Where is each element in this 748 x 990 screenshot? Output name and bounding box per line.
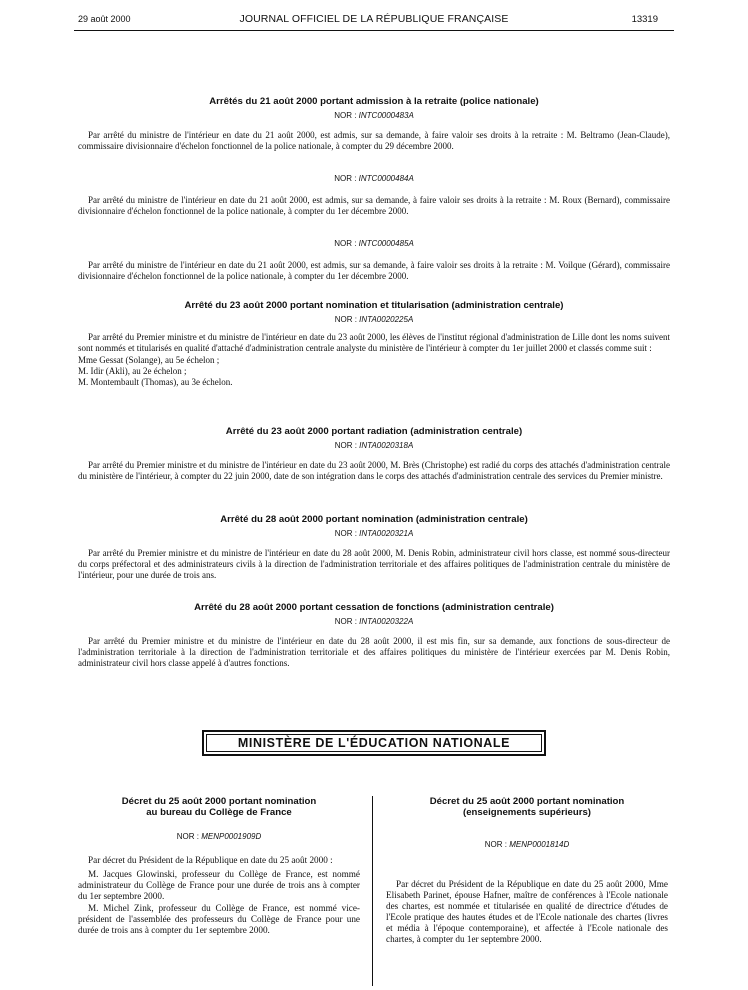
section-retraite (78, 96, 670, 282)
decree-heading: au bureau du Collège de France (146, 807, 292, 818)
nor-reference: NOR : INTC0000484A (334, 174, 414, 183)
section-heading: Arrêté du 28 août 2000 portant cessation de fonctions (administration centrale) (194, 602, 554, 613)
decree-paragraph: Par arrêté du Premier ministre et du ministre de l'intérieur en date du 28 août 2000, M. Denis Robin, administrateur civil hors classe, est nommé sous-directeur du corps préfectoral et des administrateurs civils à la direction de l'administration territoriale et des affaires politiques de l'administration centrale du ministère de l'intérieur, pour une durée de trois ans. (78, 548, 670, 580)
decree-heading: Décret du 25 août 2000 portant nomination (429, 796, 625, 807)
list-item: M. Montembault (Thomas), au 3e échelon. (78, 377, 233, 387)
header-date: 29 août 2000 (78, 14, 131, 24)
column-divider (372, 796, 373, 986)
ministry-banner (202, 730, 546, 756)
section-heading: Arrêté du 28 août 2000 portant nomination (administration centrale) (220, 514, 528, 525)
page-header (0, 0, 748, 30)
section-titularisation (78, 300, 670, 388)
decree-paragraph: Par arrêté du Premier ministre et du ministre de l'intérieur en date du 23 août 2000, les élèves de l'institut régional d'administration de Lille dont les noms suivent sont nommés et titularisés en qualité d'attaché d'administration centrale analyste du ministère de l'intérieur à compter du 1er juillet 2000 et classés comme suit : (78, 332, 670, 353)
nor-reference: NOR : INTA0020322A (334, 617, 414, 626)
header-rule (74, 30, 674, 31)
section-nomination (78, 514, 670, 581)
decree-paragraph: Par arrêté du ministre de l'intérieur en date du 21 août 2000, est admis, sur sa demande, à faire valoir ses droits à la retraite : M. Roux (Bernard), commissaire divisionnaire d'échelon fonctionnel de la police nationale, à compter du 1er décembre 2000. (78, 195, 670, 216)
decree-paragraph: M. Jacques Glowinski, professeur du Collège de France, est nommé administrateur du Collège de France pour une durée de trois ans à compter du 1er septembre 2000. (78, 869, 360, 901)
nor-reference: NOR : INTA0020225A (334, 315, 414, 324)
decree-paragraph: Par décret du Président de la République en date du 25 août 2000, Mme Elisabeth Parinet, épouse Hafner, maître de conférences à l'Ecole nationale des chartes, est nommée et titularisée en qualité de directrice d'études de l'Ecole pratique des hautes études et de l'Ecole nationale des chartes (livres et média à l'époque contemporaine), et affectée à l'Ecole nationale des chartes, à compter du 1er septembre 2000. (386, 879, 668, 944)
decree-paragraph: M. Michel Zink, professeur du Collège de France, est nommé vice-président de l'assemblée des professeurs du Collège de France pour une durée de trois ans à compter du 1er septembre 2000. (78, 903, 360, 935)
nor-reference: NOR : MENP0001814D (484, 840, 570, 849)
section-heading: Arrêtés du 21 août 2000 portant admission à la retraite (police nationale) (209, 96, 539, 107)
decree-paragraph: Par arrêté du Premier ministre et du ministre de l'intérieur en date du 28 août 2000, il est mis fin, sur sa demande, aux fonctions de sous-directeur de l'administration territoriale à la direction de l'administration territoriale et des affaires politiques du ministère de l'intérieur exercées par M. Denis Robin, administrateur civil hors classe appelé à d'autres fonctions. (78, 636, 670, 668)
left-column (78, 796, 360, 936)
decree-paragraph: Par arrêté du ministre de l'intérieur en date du 21 août 2000, est admis, sur sa demande, à faire valoir ses droits à la retraite : M. Voilque (Gérard), commissaire divisionnaire d'échelon fonctionnel de la police nationale, à compter du 1er décembre 2000. (78, 260, 670, 281)
decree-paragraph: Par décret du Président de la République en date du 25 août 2000 : (88, 855, 333, 865)
section-cessation (78, 602, 670, 669)
section-heading: Arrêté du 23 août 2000 portant nomination et titularisation (administration centrale) (184, 300, 564, 311)
nor-reference: NOR : INTC0000483A (334, 111, 414, 120)
page-number: 13319 (631, 14, 658, 25)
nor-reference: NOR : INTA0020321A (334, 529, 414, 538)
journal-title: JOURNAL OFFICIEL DE LA RÉPUBLIQUE FRANÇAISE (239, 13, 509, 25)
list-item: Mme Gessat (Solange), au 5e échelon ; (78, 355, 220, 365)
section-radiation (78, 426, 670, 482)
ministry-title: MINISTÈRE DE L'ÉDUCATION NATIONALE (237, 736, 511, 750)
nor-reference: NOR : MENP0001909D (176, 832, 262, 841)
list-item: M. Idir (Akli), au 2e échelon ; (78, 366, 187, 376)
right-column (386, 796, 668, 945)
decree-heading: Décret du 25 août 2000 portant nomination (121, 796, 317, 807)
section-heading: Arrêté du 23 août 2000 portant radiation (administration centrale) (225, 426, 523, 437)
nor-reference: NOR : INTC0000485A (334, 239, 414, 248)
decree-heading: (enseignements supérieurs) (463, 807, 591, 818)
nor-reference: NOR : INTA0020318A (334, 441, 414, 450)
decree-paragraph: Par arrêté du Premier ministre et du ministre de l'intérieur en date du 23 août 2000, M. Brès (Christophe) est radié du corps des attachés d'administration centrale du ministère de l'intérieur, à compter du 22 juin 2000, date de son intégration dans le corps des attachés d'administration centrale des services du Premier ministre. (78, 460, 670, 481)
decree-paragraph: Par arrêté du ministre de l'intérieur en date du 21 août 2000, est admis, sur sa demande, à faire valoir ses droits à la retraite : M. Beltramo (Jean-Claude), commissaire divisionnaire d'échelon fonctionnel de la police nationale, à compter du 29 décembre 2000. (78, 130, 670, 151)
